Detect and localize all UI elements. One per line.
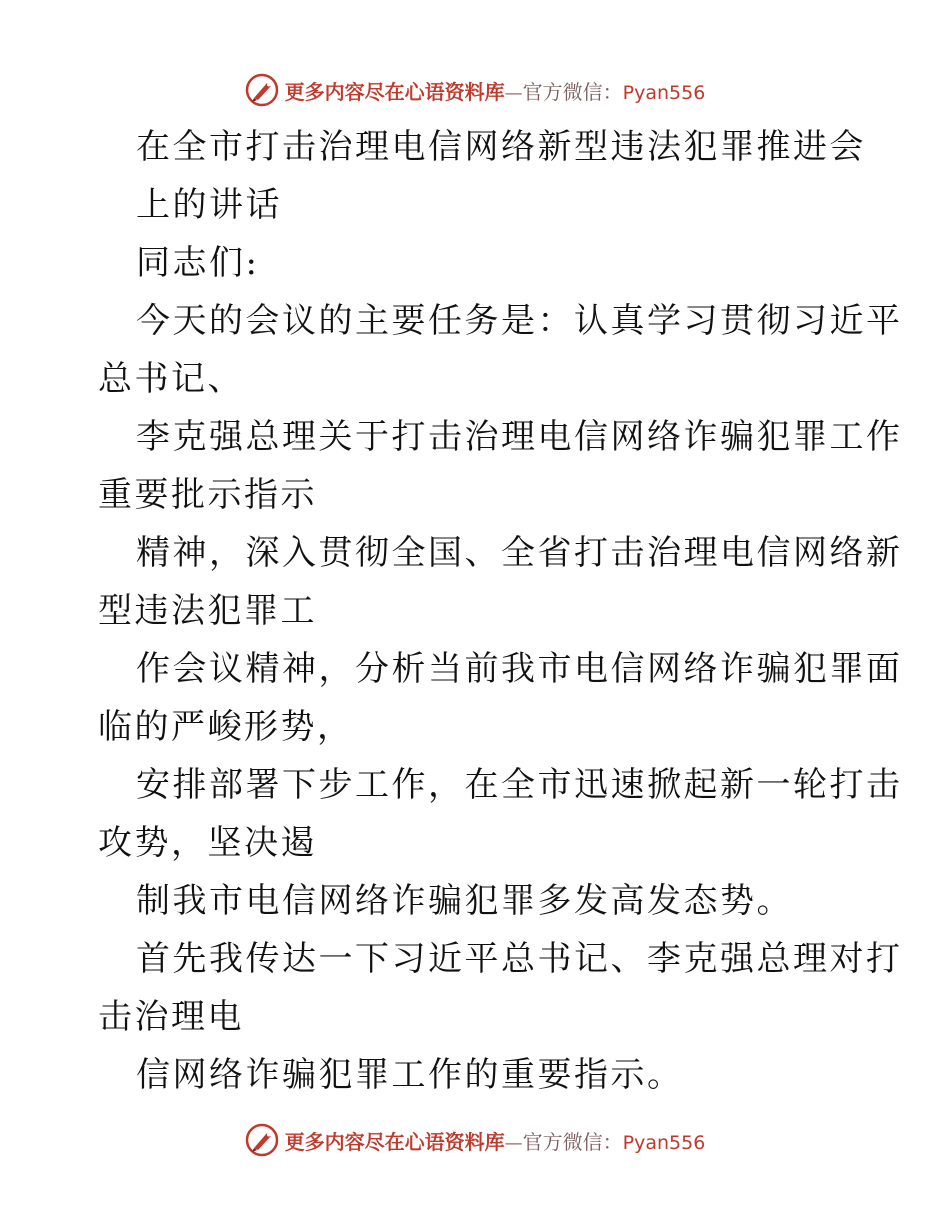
banner-wechat-id: Pyan556 [622, 81, 706, 104]
banner-wechat-id: Pyan556 [622, 1131, 706, 1154]
pen-logo-icon [245, 1123, 279, 1157]
text-line: 击治理电 [98, 997, 244, 1037]
text-line: 制我市电信网络诈骗犯罪多发高发态势。 [136, 881, 793, 921]
banner-main-text: 更多内容尽在心语资料库 [284, 1129, 505, 1154]
text-line: 作会议精神，分析当前我市电信网络诈骗犯罪面 [136, 649, 903, 689]
pen-logo-icon [245, 73, 279, 107]
text-line: 今天的会议的主要任务是：认真学习贯彻习近平 [136, 301, 903, 341]
banner-wechat-label: 官方微信： [522, 1129, 623, 1154]
banner-separator: — [504, 1132, 523, 1154]
text-line: 上的讲话 [136, 185, 282, 225]
text-line: 临的严峻形势， [98, 707, 354, 747]
text-line: 李克强总理关于打击治理电信网络诈骗犯罪工作 [136, 417, 903, 457]
banner-main-text: 更多内容尽在心语资料库 [284, 79, 505, 104]
text-line: 在全市打击治理电信网络新型违法犯罪推进会 [136, 127, 866, 167]
footer-banner [0, 1120, 950, 1160]
banner-separator: — [504, 82, 523, 104]
footer-banner-text [285, 1126, 706, 1155]
text-line: 总书记、 [98, 359, 244, 399]
header-banner-content [245, 73, 706, 107]
footer-banner-content [245, 1123, 706, 1157]
text-line: 首先我传达一下习近平总书记、李克强总理对打 [136, 939, 903, 979]
header-banner [0, 70, 950, 110]
text-line: 精神，深入贯彻全国、全省打击治理电信网络新 [136, 533, 903, 573]
text-line: 攻势，坚决遏 [98, 823, 317, 863]
text-line: 同志们: [136, 243, 260, 283]
text-line: 重要批示指示 [98, 475, 317, 515]
banner-wechat-label: 官方微信： [522, 79, 623, 104]
text-line: 型违法犯罪工 [98, 591, 317, 631]
text-line: 安排部署下步工作，在全市迅速掀起新一轮打击 [136, 765, 903, 805]
text-line: 信网络诈骗犯罪工作的重要指示。 [136, 1055, 684, 1095]
header-banner-text [285, 76, 706, 105]
